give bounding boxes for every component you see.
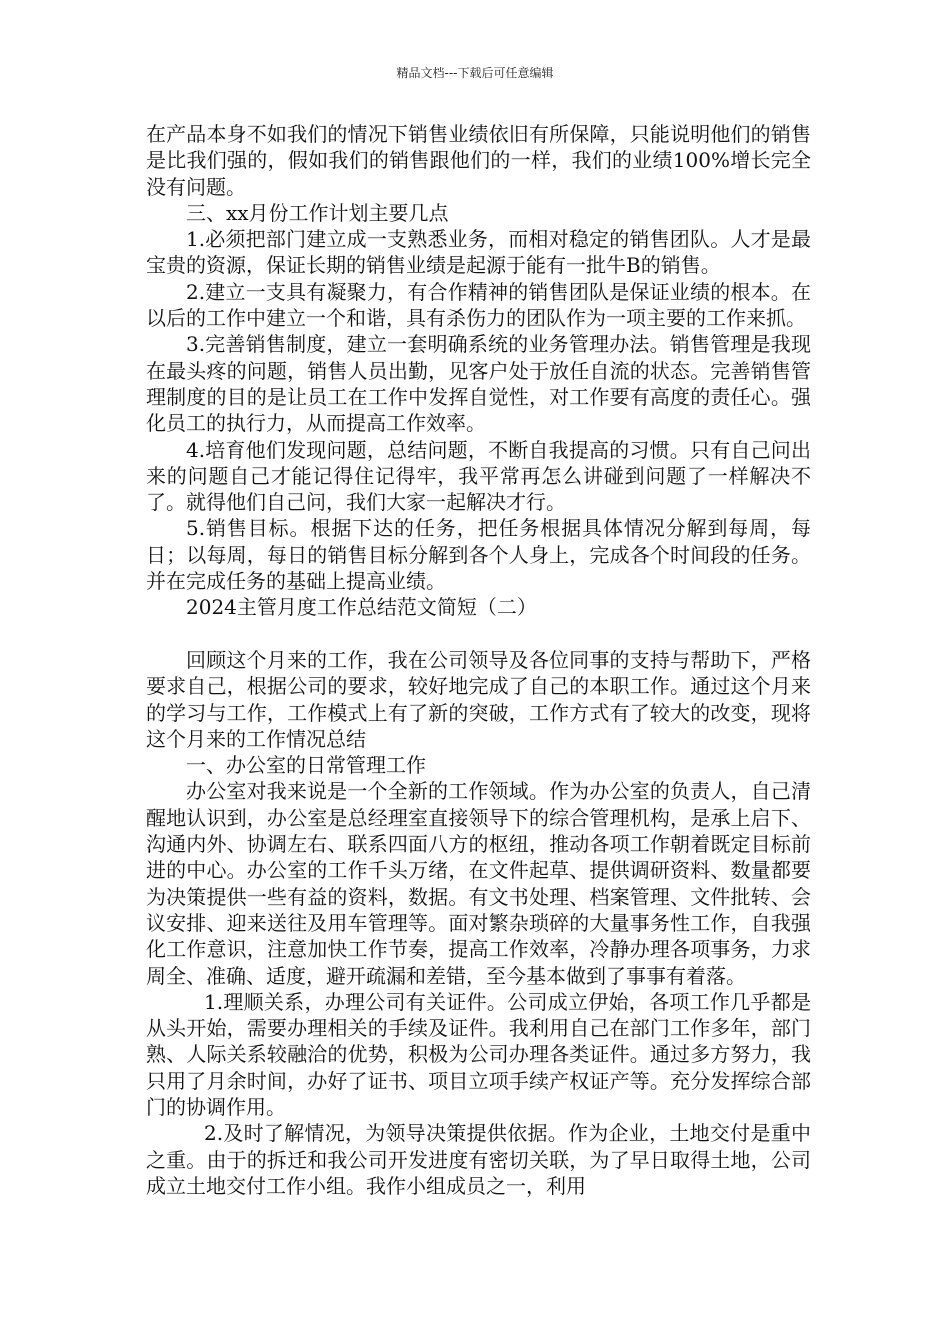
document-subtitle: 2024主管月度工作总结范文简短（二）: [186, 595, 537, 620]
paragraph-office-role: 办公室对我来说是一个全新的工作领域。作为办公室的负责人，自己清醒地认识到，办公室是总经理室直接领导下的综合管理机构，是承上启下、沟通内外、协调左右、联系四面八方的枢纽，推动各项工作朝着既定目标前进的中心。办公室的工作千头万绪，在文件起草、提供调研资料、数量都要为决策提供一些有益的资料，数据。有文书处理、档案管理、文件批转、会议安排、迎来送往及用车管理等。面对繁杂琐碎的大量事务性工作，自我强化工作意识，注意加快工作节奏，提高工作效率，冷静办理各项事务，力求周全、准确、适度，避开疏漏和差错，至今基本做到了事事有着落。: [146, 779, 811, 988]
paragraph-plan-item-2: 2.建立一支具有凝聚力，有合作精神的销售团队是保证业绩的根本。在以后的工作中建立一个和谐，具有杀伤力的团队作为一项主要的工作来抓。: [146, 279, 811, 331]
paragraph-office-item-1: 1.理顺关系，办理公司有关证件。公司成立伊始，各项工作几乎都是从头开始，需要办理相关的手续及证件。我利用自己在部门工作多年，部门熟、人际关系较融洽的优势，积极为公司办理各类证件。通过多方努力，我只用了月余时间，办好了证书、项目立项手续产权证产等。充分发挥综合部门的协调作用。: [146, 989, 811, 1119]
paragraph-plan-item-4: 4.培育他们发现问题，总结问题，不断自我提高的习惯。只有自己问出来的问题自己才能记得住记得牢，我平常再怎么讲碰到问题了一样解决不了。就得他们自己问，我们大家一起解决才行。: [146, 437, 811, 515]
paragraph-plan-item-1: 1.必须把部门建立成一支熟悉业务，而相对稳定的销售团队。人才是最宝贵的资源，保证长期的销售业绩是起源于能有一批牛B的销售。: [146, 227, 811, 278]
blank-line: [146, 621, 811, 647]
section-heading-work-plan: 三、xx月份工作计划主要几点: [186, 200, 449, 225]
paragraph-plan-item-5: 5.销售目标。根据下达的任务，把任务根据具体情况分解到每周，每日；以每周，每日的销售目标分解到各个人身上，完成各个时间段的任务。并在完成任务的基础上提高业绩。: [146, 516, 811, 594]
page-header: 精品文档---下载后可任意编辑: [396, 66, 554, 80]
section-heading-office-management: 一、办公室的日常管理工作: [186, 753, 426, 778]
paragraph-plan-item-3: 3.完善销售制度，建立一套明确系统的业务管理办法。销售管理是我现在最头疼的问题，销售人员出勤，见客户处于放任自流的状态。完善销售管理制度的目的是让员工在工作中发挥自觉性，对工作要有高度的责任心。强化员工的执行力，从而提高工作效率。: [146, 332, 811, 436]
paragraph-office-item-2: 2.及时了解情况，为领导决策提供依据。作为企业，土地交付是重中之重。由于的拆迁和我公司开发进度有密切关联，为了早日取得土地，公司成立土地交付工作小组。我作小组成员之一，利用: [146, 1121, 811, 1198]
document-body: [146, 121, 811, 1199]
paragraph-sales-performance: 在产品本身不如我们的情况下销售业绩依旧有所保障，只能说明他们的销售是比我们强的，假如我们的销售跟他们的一样，我们的业绩100%增长完全没有问题。: [146, 122, 811, 199]
paragraph-review-intro: 回顾这个月来的工作，我在公司领导及各位同事的支持与帮助下，严格要求自己，根据公司的要求，较好地完成了自己的本职工作。通过这个月来的学习与工作，工作模式上有了新的突破，工作方式有了较大的改变，现将这个月来的工作情况总结: [146, 647, 811, 751]
